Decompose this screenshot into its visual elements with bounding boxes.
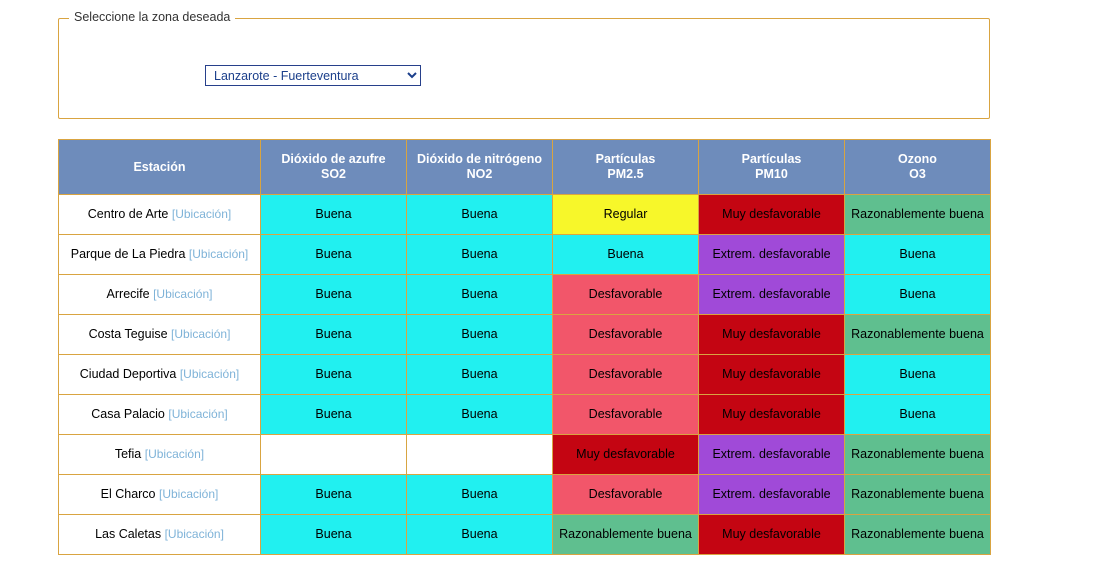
value-cell-no2 — [407, 435, 553, 475]
value-cell-pm10: Extrem. desfavorable — [699, 475, 845, 515]
table-row — [59, 315, 991, 355]
value-cell-pm10: Extrem. desfavorable — [699, 235, 845, 275]
station-location-link[interactable]: [Ubicación] — [188, 247, 249, 261]
value-cell-so2 — [261, 435, 407, 475]
table-row — [59, 395, 991, 435]
table-body — [59, 195, 991, 555]
value-cell-o3: Razonablemente buena — [845, 475, 991, 515]
value-cell-no2: Buena — [407, 275, 553, 315]
value-cell-no2: Buena — [407, 395, 553, 435]
value-cell-pm25: Razonablemente buena — [553, 515, 699, 555]
table-row — [59, 235, 991, 275]
value-cell-so2: Buena — [261, 235, 407, 275]
column-header-no2-line2: NO2 — [466, 167, 493, 181]
column-header-pm10-line2: PM10 — [755, 167, 788, 181]
value-cell-pm25: Desfavorable — [553, 355, 699, 395]
value-cell-pm25: Muy desfavorable — [553, 435, 699, 475]
station-cell — [59, 195, 261, 235]
value-cell-o3: Razonablemente buena — [845, 315, 991, 355]
value-cell-pm10: Extrem. desfavorable — [699, 435, 845, 475]
table-row — [59, 275, 991, 315]
station-cell — [59, 515, 261, 555]
zone-selector-legend: Seleccione la zona deseada — [69, 10, 235, 24]
value-cell-so2: Buena — [261, 515, 407, 555]
zone-select-wrapper — [205, 65, 421, 86]
value-cell-pm10: Muy desfavorable — [699, 355, 845, 395]
value-cell-pm25: Desfavorable — [553, 275, 699, 315]
station-name: Casa Palacio — [91, 407, 165, 421]
value-cell-o3: Buena — [845, 235, 991, 275]
value-cell-so2: Buena — [261, 475, 407, 515]
value-cell-no2: Buena — [407, 315, 553, 355]
table-head — [59, 140, 991, 195]
column-header-pm25-line1: Partículas — [595, 152, 656, 166]
value-cell-no2: Buena — [407, 195, 553, 235]
station-cell — [59, 435, 261, 475]
station-location-link[interactable]: [Ubicación] — [179, 367, 240, 381]
table-row — [59, 515, 991, 555]
value-cell-o3: Razonablemente buena — [845, 195, 991, 235]
column-header-station-line1: Estación — [133, 159, 186, 174]
value-cell-o3: Buena — [845, 395, 991, 435]
column-header-station — [59, 140, 261, 195]
station-cell — [59, 235, 261, 275]
station-name: Ciudad Deportiva — [79, 367, 177, 381]
value-cell-pm10: Muy desfavorable — [699, 515, 845, 555]
column-header-o3 — [845, 140, 991, 195]
station-name: Parque de La Piedra — [70, 247, 186, 261]
air-quality-table — [58, 139, 991, 555]
value-cell-no2: Buena — [407, 475, 553, 515]
station-cell — [59, 275, 261, 315]
column-header-pm10 — [699, 140, 845, 195]
station-location-link[interactable]: [Ubicación] — [168, 407, 228, 421]
table-row — [59, 475, 991, 515]
station-name: El Charco — [100, 487, 156, 501]
station-location-link[interactable]: [Ubicación] — [153, 287, 213, 301]
value-cell-no2: Buena — [407, 355, 553, 395]
table-row — [59, 355, 991, 395]
station-location-link[interactable]: [Ubicación] — [171, 207, 232, 221]
station-name: Centro de Arte — [87, 207, 169, 221]
station-cell — [59, 395, 261, 435]
column-header-pm25-line2: PM2.5 — [607, 167, 644, 181]
value-cell-pm10: Muy desfavorable — [699, 395, 845, 435]
value-cell-o3: Buena — [845, 275, 991, 315]
station-cell — [59, 475, 261, 515]
value-cell-no2: Buena — [407, 515, 553, 555]
column-header-so2-line2: SO2 — [320, 167, 346, 181]
value-cell-no2: Buena — [407, 235, 553, 275]
station-name: Las Caletas — [95, 527, 162, 541]
column-header-pm10-line1: Partículas — [741, 152, 802, 166]
column-header-o3-line2: O3 — [909, 167, 926, 181]
table-row — [59, 195, 991, 235]
value-cell-pm25: Desfavorable — [553, 315, 699, 355]
value-cell-pm25: Regular — [553, 195, 699, 235]
station-name: Arrecife — [106, 287, 150, 301]
value-cell-pm25: Buena — [553, 235, 699, 275]
value-cell-o3: Razonablemente buena — [845, 435, 991, 475]
table-row — [59, 435, 991, 475]
zone-selector-panel — [58, 10, 990, 119]
station-name: Tefia — [114, 447, 142, 461]
station-cell — [59, 355, 261, 395]
value-cell-pm25: Desfavorable — [553, 395, 699, 435]
station-cell — [59, 315, 261, 355]
value-cell-pm10: Muy desfavorable — [699, 315, 845, 355]
value-cell-pm10: Muy desfavorable — [699, 195, 845, 235]
zone-select[interactable] — [205, 65, 421, 86]
value-cell-so2: Buena — [261, 315, 407, 355]
value-cell-so2: Buena — [261, 275, 407, 315]
value-cell-so2: Buena — [261, 355, 407, 395]
table-header-row — [59, 140, 991, 195]
station-location-link[interactable]: [Ubicación] — [171, 327, 231, 341]
value-cell-pm10: Extrem. desfavorable — [699, 275, 845, 315]
value-cell-o3: Buena — [845, 355, 991, 395]
column-header-no2-line1: Dióxido de nitrógeno — [417, 152, 542, 166]
column-header-so2 — [261, 140, 407, 195]
station-location-link[interactable]: [Ubicación] — [144, 447, 205, 461]
value-cell-so2: Buena — [261, 395, 407, 435]
value-cell-o3: Razonablemente buena — [845, 515, 991, 555]
value-cell-so2: Buena — [261, 195, 407, 235]
station-location-link[interactable]: [Ubicación] — [159, 487, 219, 501]
column-header-o3-line1: Ozono — [898, 152, 937, 166]
station-location-link[interactable]: [Ubicación] — [164, 527, 224, 541]
column-header-so2-line1: Dióxido de azufre — [281, 152, 386, 166]
air-quality-table-wrapper — [58, 139, 990, 555]
value-cell-pm25: Desfavorable — [553, 475, 699, 515]
column-header-no2 — [407, 140, 553, 195]
column-header-pm25 — [553, 140, 699, 195]
station-name: Costa Teguise — [88, 327, 168, 341]
